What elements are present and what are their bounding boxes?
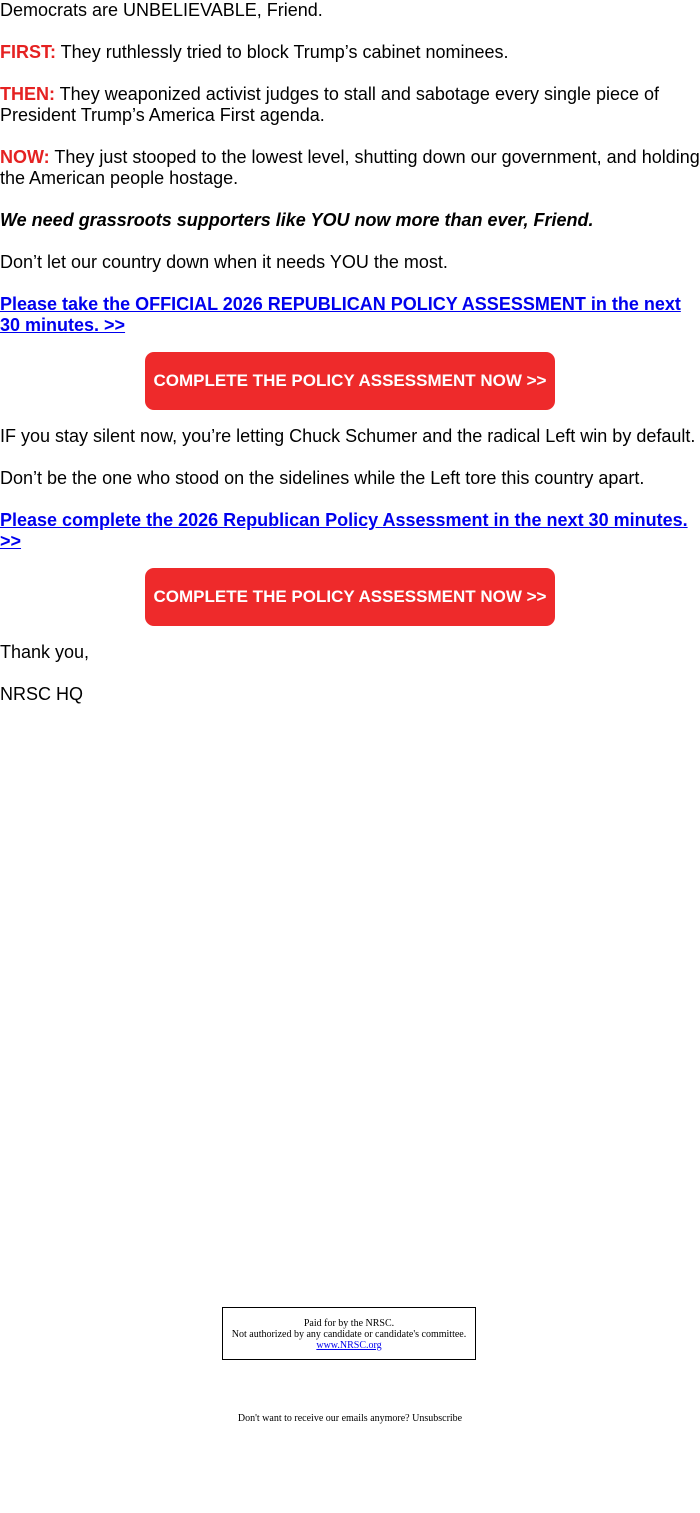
assessment-link-paragraph-1 xyxy=(0,294,700,336)
assessment-link-1[interactable]: Please take the OFFICIAL 2026 REPUBLICAN POLICY ASSESSMENT in the next 30 minutes. >> xyxy=(0,294,681,335)
unsubscribe-link[interactable]: Unsubscribe xyxy=(412,1413,463,1424)
paid-for-text: Paid for by the NRSC. xyxy=(303,1318,395,1329)
not-authorized-text: Not authorized by any candidate or candidate's committee. xyxy=(231,1329,467,1340)
then-text: They weaponized activist judges to stall and sabotage every single piece of President Trump’s America First agenda. xyxy=(0,84,660,125)
silent-text: IF you stay silent now, you’re letting Chuck Schumer and the radical Left win by default. xyxy=(0,426,696,446)
now-label: NOW: xyxy=(0,147,50,167)
now-paragraph xyxy=(0,147,700,189)
email-body xyxy=(0,0,700,726)
then-paragraph xyxy=(0,84,700,126)
complete-assessment-button-2[interactable]: COMPLETE THE POLICY ASSESSMENT NOW >> xyxy=(145,568,555,626)
unsubscribe-line xyxy=(0,1413,700,1425)
unsubscribe-prompt: Don't want to receive our emails anymore? xyxy=(237,1413,413,1424)
cta-button-wrap-1 xyxy=(0,352,700,410)
emphasis-text: We need grassroots supporters like YOU now more than ever, Friend. xyxy=(0,210,594,230)
thanks-text: Thank you, xyxy=(0,642,90,662)
first-text: They ruthlessly tried to block Trump’s cabinet nominees. xyxy=(56,42,509,62)
greeting-text: Democrats are UNBELIEVABLE, Friend. xyxy=(0,0,323,20)
dont-let-text: Don’t let our country down when it needs YOU the most. xyxy=(0,252,448,272)
first-paragraph xyxy=(0,42,700,63)
now-text: They just stooped to the lowest level, shutting down our government, and holding the American people hostage. xyxy=(0,147,700,188)
assessment-link-2[interactable]: Please complete the 2026 Republican Policy Assessment in the next 30 minutes. >> xyxy=(0,510,688,551)
cta-button-wrap-2 xyxy=(0,568,700,626)
sidelines-text: Don’t be the one who stood on the sidelines while the Left tore this country apart. xyxy=(0,468,645,488)
complete-assessment-button-1[interactable]: COMPLETE THE POLICY ASSESSMENT NOW >> xyxy=(145,352,555,410)
first-label: FIRST: xyxy=(0,42,56,62)
signature-text: NRSC HQ xyxy=(0,684,84,704)
assessment-link-paragraph-2 xyxy=(0,510,700,552)
website-link[interactable]: www.NRSC.org xyxy=(316,1340,382,1351)
then-label: THEN: xyxy=(0,84,55,104)
disclaimer-box xyxy=(222,1307,476,1360)
